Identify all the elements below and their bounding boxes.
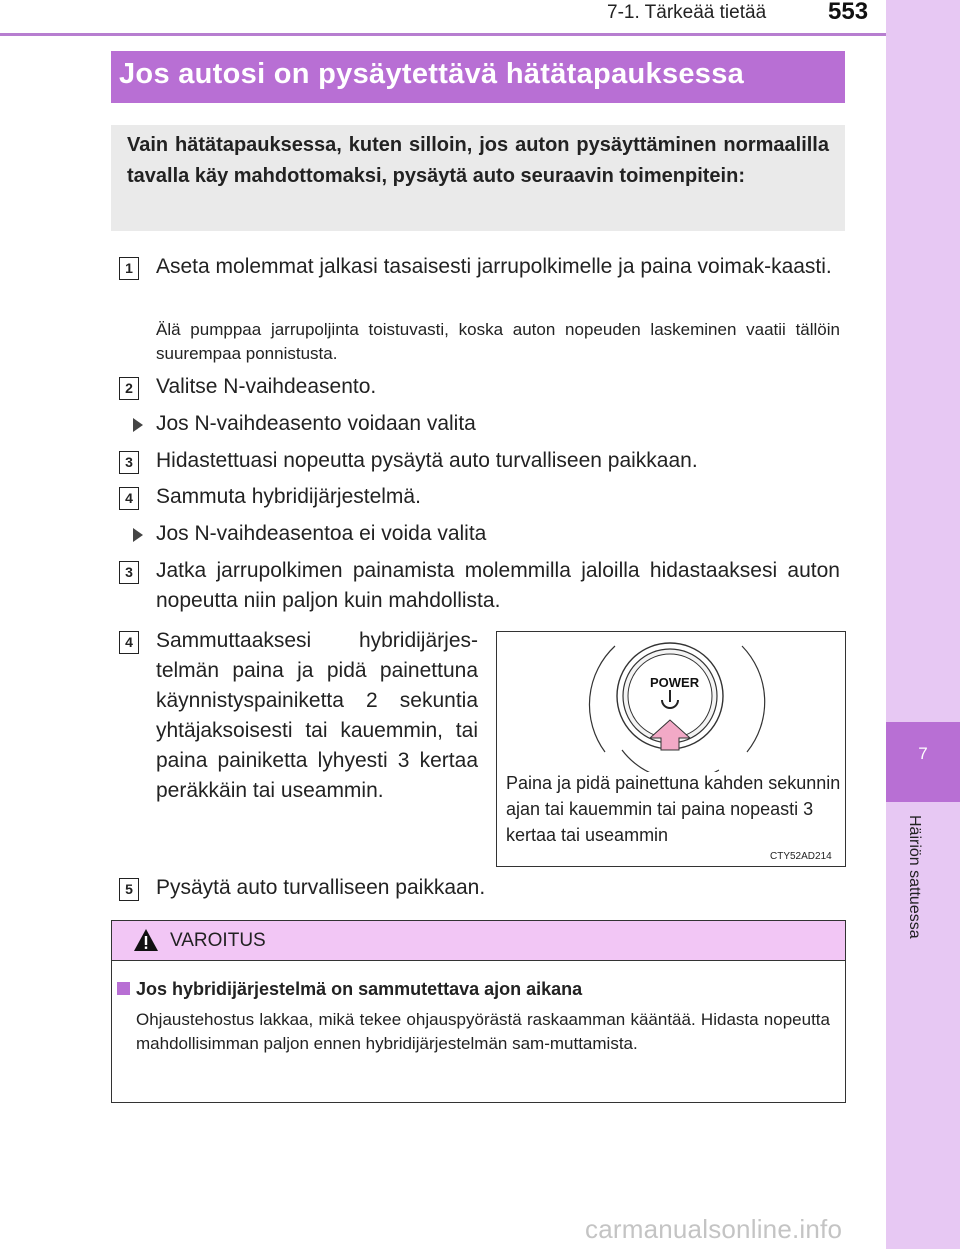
warning-title: Jos hybridijärjestelmä on sammutettava ajon aikana: [136, 979, 583, 999]
chapter-label: Häiriön sattuessa: [906, 815, 923, 939]
step-text: Hidastettuasi nopeutta pysäytä auto turvalliseen paikkaan.: [156, 449, 698, 472]
section-heading: 7-1. Tärkeää tietää: [607, 2, 767, 23]
warning-body: Ohjaustehostus lakkaa, mikä tekee ohjauspyörästä raskaamman kääntää. Hidasta nopeutta mahdollisimman paljon ennen hybridijärjestelmän sam-muttamista.: [136, 1010, 830, 1053]
condition-heading: Jos N-vaihdeasentoa ei voida valita: [156, 522, 487, 545]
step-number-badge: 1: [119, 257, 139, 280]
step-number-badge: 3: [119, 451, 139, 474]
intro-text: Vain hätätapauksessa, kuten silloin, jos auton pysäyttäminen normaalilla tavalla käy mahdottomaksi, pysäytä auto seuraavin toimenpitein:: [127, 134, 829, 187]
step-text: Valitse N-vaihdeasento.: [156, 375, 377, 398]
step-number-badge: 3: [119, 561, 139, 584]
figure-caption: Paina ja pidä painettuna kahden sekunnin ajan tai kauemmin tai paina nopeasti 3 kertaa tai useammin: [506, 773, 841, 845]
header-divider: [0, 33, 886, 36]
watermark-link[interactable]: carmanualsonline.info: [585, 1214, 843, 1244]
step-note: Älä pumppaa jarrupoljinta toistuvasti, koska auton nopeuden laskeminen vaatii tällöin suurempaa ponnistusta.: [156, 320, 840, 363]
chapter-side-tab: [886, 0, 960, 1249]
step-text: Jatka jarrupolkimen painamista molemmilla jaloilla hidastaaksesi auton nopeutta niin paljon kuin mahdollista.: [156, 559, 840, 612]
chapter-number: 7: [918, 744, 928, 763]
power-button-label: POWER: [650, 675, 700, 690]
triangle-bullet-icon: [133, 528, 143, 542]
warning-triangle-icon: [133, 928, 159, 952]
step-number-badge: 5: [119, 878, 139, 901]
power-button-illustration: [497, 632, 843, 772]
square-bullet-icon: [117, 982, 130, 995]
page-title: Jos autosi on pysäytettävä hätätapauksessa: [119, 58, 745, 90]
condition-heading: Jos N-vaihdeasento voidaan valita: [156, 412, 476, 435]
step-text: Sammuttaaksesi hybridijärjes-telmän paina ja pidä painettuna käynnistyspainiketta 2 sekuntia yhtäjaksoisesti tai kauemmin, tai paina painiketta lyhyesti 3 kertaa peräkkäin tai useammin.: [156, 629, 478, 802]
step-number-badge: 4: [119, 487, 139, 510]
warning-label: VAROITUS: [170, 930, 266, 951]
step-text: Aseta molemmat jalkasi tasaisesti jarrupolkimelle ja paina voimak-kaasti.: [156, 255, 832, 278]
step-number-badge: 2: [119, 377, 139, 400]
step-text: Pysäytä auto turvalliseen paikkaan.: [156, 876, 486, 899]
step-text: Sammuta hybridijärjestelmä.: [156, 485, 421, 508]
figure-code: CTY52AD214: [770, 851, 832, 862]
triangle-bullet-icon: [133, 418, 143, 432]
page-number: 553: [828, 0, 869, 25]
step-number-badge: 4: [119, 631, 139, 654]
